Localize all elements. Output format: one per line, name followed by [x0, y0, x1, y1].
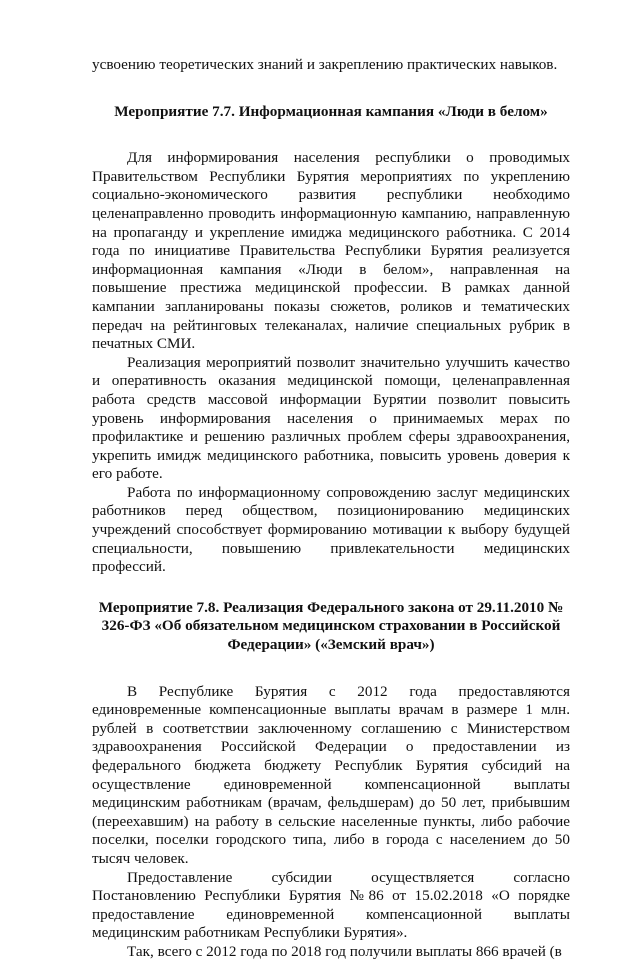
section-7-8-heading: Мероприятие 7.8. Реализация Федерального закона от 29.11.2010 № 326-ФЗ «Об обязательном медицинском страховании в Российской Федерации» («Земский врач»)	[98, 598, 564, 654]
section-7-7-paragraph-2: Реализация мероприятий позволит значительно улучшить качество и оперативность оказания медицинской помощи, целенаправленная работа средств массовой информации Бурятии позволит повысить уровень информирования населения о принимаемых мерах по профилактике и решению различных проблем сферы здравоохранения, укрепить имидж медицинского работника, повысить уровень доверия к его работе.	[92, 353, 570, 483]
section-7-7-paragraph-3: Работа по информационному сопровождению заслуг медицинских работников перед обществом, позиционированию медицинских учреждений способствует формированию мотивации к выбору будущей специальности, повышению привлекательности медицинских профессий.	[92, 483, 570, 576]
section-7-7-heading: Мероприятие 7.7. Информационная кампания «Люди в белом»	[114, 102, 548, 120]
section-7-8-paragraph-1: В Республике Бурятия с 2012 года предоставляются единовременные компенсационные выплаты врачам в размере 1 млн. рублей в соответствии заключенному соглашению с Министерством здравоохранения Российской Федерации о предоставлении из федерального бюджета бюджету Республик Бурятия субсидий на осуществление единовременной компенсационной выплаты медицинским работникам (врачам, фельдшерам) до 50 лет, прибывшим (переехавшим) на работу в сельские населенные пункты, либо рабочие поселки, поселки городского типа, либо в города с населением до 50 тысяч человек.	[92, 682, 570, 867]
section-7-8-paragraph-3: Так, всего с 2012 года по 2018 год получили выплаты 866 врачей (в	[127, 942, 562, 960]
lead-paragraph: усвоению теоретических знаний и закреплению практических навыков.	[92, 56, 558, 73]
section-7-7-paragraph-1: Для информирования населения республики о проводимых Правительством Республики Бурятия мероприятиях по укреплению социально-экономического развития республики необходимо целенаправленно проводить информационную кампанию, направленную на пропаганду и укрепление имиджа медицинского работника. С 2014 года по инициативе Правительства Республики Бурятия реализуется информационная кампания «Люди в белом», направленная на повышение престижа медицинской профессии. В рамках данной кампании запланированы показы сюжетов, роликов и тематических передач на рейтинговых телеканалах, наличие специальных рубрик в печатных СМИ.	[92, 149, 570, 353]
section-7-8-paragraph-2: Предоставление субсидии осуществляется согласно Постановлению Республики Бурятия №86 от 15.02.2018 «О порядке предоставление единовременной компенсационной выплаты медицинским работникам Республики Бурятия».	[92, 868, 570, 942]
document-page	[92, 56, 570, 962]
